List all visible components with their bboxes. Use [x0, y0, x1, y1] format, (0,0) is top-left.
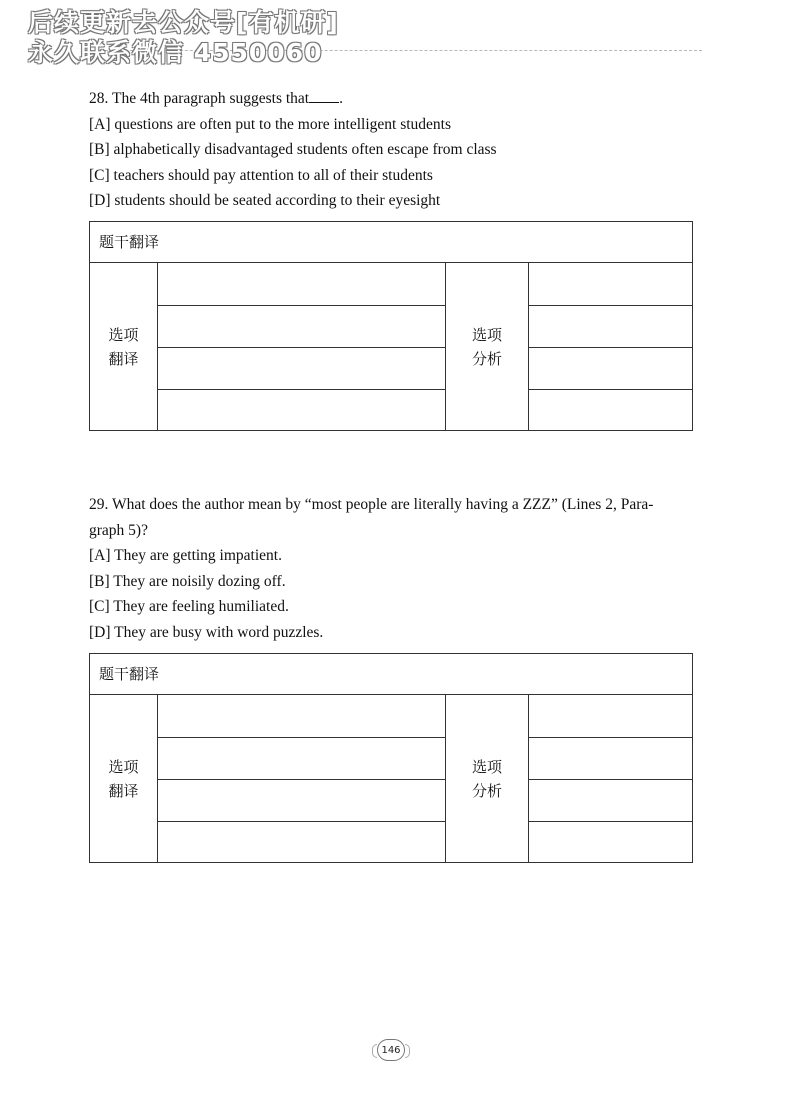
table-divider	[157, 821, 445, 822]
table-divider	[157, 779, 445, 780]
table-title: 题干翻译	[90, 654, 692, 695]
watermark-line-2: 永久联系微信 4550060	[28, 38, 323, 67]
options-analysis-label	[446, 695, 528, 862]
label-line: 分析	[471, 349, 502, 368]
watermark-line-1: 后续更新去公众号[有机研]	[28, 8, 339, 37]
table-divider	[528, 779, 693, 780]
watermark	[28, 8, 339, 68]
label-line: 翻译	[108, 781, 139, 800]
translation-table-28	[89, 221, 693, 431]
table-divider	[157, 389, 445, 390]
table-divider	[157, 305, 445, 306]
translation-table-29	[89, 653, 693, 863]
option-b: [B] alphabetically disadvantaged students often escape from class	[89, 141, 497, 158]
option-a: [A] They are getting impatient.	[89, 547, 282, 564]
options-translation-label	[90, 263, 157, 430]
option-d: [D] students should be seated according to their eyesight	[89, 192, 441, 209]
options-analysis-label	[446, 263, 528, 430]
question-28	[89, 86, 701, 214]
question-stem	[89, 492, 701, 543]
stem-text: graph 5)?	[89, 521, 148, 539]
answer-blank	[309, 89, 339, 103]
label-line: 选项	[108, 325, 139, 344]
table-divider	[157, 737, 445, 738]
option-c: [C] teachers should pay attention to all of their students	[89, 166, 433, 184]
option-b: [B] They are noisily dozing off.	[89, 572, 286, 590]
label-line: 分析	[471, 781, 502, 800]
table-divider	[528, 821, 693, 822]
table-divider	[528, 305, 693, 306]
option-a: [A] questions are often put to the more intelligent students	[89, 115, 452, 133]
options-translation-label	[90, 695, 157, 862]
question-stem: 28. The 4th paragraph suggests that .	[89, 90, 343, 107]
stem-text: 29. What does the author mean by “most people are literally having a ZZZ” (Lines 2, Para-	[89, 496, 654, 513]
label-line: 选项	[108, 757, 139, 776]
table-divider	[528, 347, 693, 348]
label-line: 翻译	[108, 349, 139, 368]
table-divider	[528, 737, 693, 738]
question-29	[89, 492, 701, 645]
table-title: 题干翻译	[90, 222, 692, 263]
option-c: [C] They are feeling humiliated.	[89, 598, 289, 615]
label-line: 选项	[471, 325, 502, 344]
table-divider	[528, 389, 693, 390]
page-number: 146	[377, 1039, 405, 1061]
table-divider	[157, 347, 445, 348]
label-line: 选项	[471, 757, 502, 776]
option-d: [D] They are busy with word puzzles.	[89, 623, 324, 641]
